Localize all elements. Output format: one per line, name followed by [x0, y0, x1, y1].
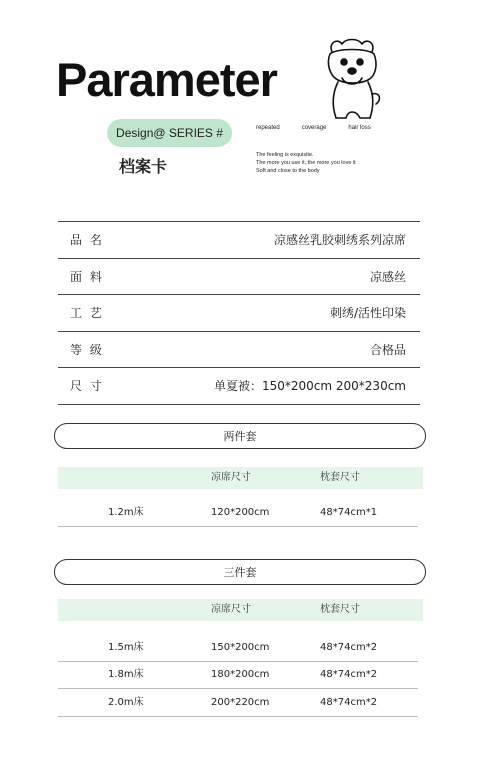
- param-row: [58, 221, 420, 259]
- three-piece-set-title: 三件套: [54, 559, 426, 585]
- param-row: [58, 259, 420, 296]
- param-value: 凉感丝: [369, 269, 406, 284]
- column-header-pillowcase-size: 枕套尺寸: [320, 472, 360, 483]
- taglines: [256, 151, 356, 175]
- column-header-pillowcase-size: 枕套尺寸: [320, 604, 360, 615]
- param-label: 尺 寸: [70, 379, 104, 394]
- table-row: [58, 662, 418, 689]
- tagline: The feeling is exquisite.: [256, 152, 314, 158]
- table-row: [58, 635, 418, 662]
- param-value: 单夏被：150*200cm 200*230cm: [213, 379, 406, 394]
- mat-size-cell: 120*200cm: [211, 507, 270, 518]
- pillowcase-size-cell: 48*74cm*2: [320, 669, 378, 680]
- mat-size-cell: 150*200cm: [211, 642, 270, 653]
- table-row: [58, 690, 418, 717]
- bed-size-cell: 1.5m床: [108, 642, 144, 653]
- mat-size-cell: 180*200cm: [211, 669, 270, 680]
- parameter-table: [58, 221, 420, 405]
- pillowcase-size-cell: 48*74cm*2: [320, 697, 378, 708]
- param-row: [58, 368, 420, 405]
- tag: hair loss: [348, 125, 371, 131]
- three-piece-table-header: [58, 599, 423, 621]
- archive-card-subtitle: 档案卡: [119, 157, 168, 176]
- tagline: The more you use it, the more you love it: [256, 160, 356, 166]
- bed-size-cell: 1.2m床: [108, 507, 144, 518]
- mat-size-cell: 200*220cm: [211, 697, 270, 708]
- two-piece-table-header: [58, 467, 423, 489]
- tag: coverage: [301, 125, 327, 131]
- bed-size-cell: 1.8m床: [108, 669, 144, 680]
- tagline: Soft and close to the body: [256, 168, 320, 174]
- param-value: 凉感丝乳胶刺绣系列凉席: [273, 233, 406, 248]
- param-value: 合格品: [369, 342, 406, 357]
- series-badge: Design@ SERIES #: [107, 119, 232, 147]
- dog-illustration-icon: [318, 34, 390, 124]
- pillowcase-size-cell: 48*74cm*1: [320, 507, 378, 518]
- param-row: [58, 295, 420, 332]
- two-piece-set-title: 两件套: [54, 423, 426, 449]
- param-label: 面 料: [70, 269, 104, 284]
- param-row: [58, 332, 420, 369]
- param-label: 等 级: [70, 342, 104, 357]
- table-row: [58, 500, 418, 527]
- column-header-mat-size: 凉席尺寸: [211, 472, 251, 483]
- bed-size-cell: 2.0m床: [108, 697, 144, 708]
- param-label: 品 名: [70, 233, 104, 248]
- pillowcase-size-cell: 48*74cm*2: [320, 642, 378, 653]
- feature-tags: [256, 125, 393, 131]
- column-header-mat-size: 凉席尺寸: [211, 604, 251, 615]
- page-title: Parameter: [56, 53, 277, 106]
- tag: repeated: [256, 125, 280, 131]
- param-value: 刺绣/活性印染: [329, 306, 406, 321]
- param-label: 工 艺: [70, 306, 104, 321]
